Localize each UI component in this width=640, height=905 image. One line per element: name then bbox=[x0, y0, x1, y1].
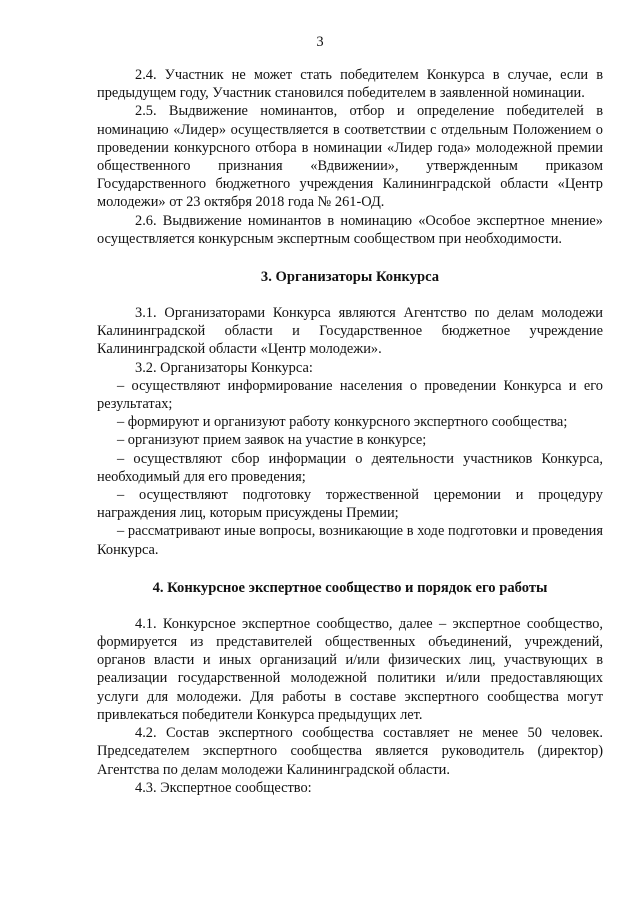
list-item: – рассматривают иные вопросы, возникающие в ходе подготовки и проведения Конкурса. bbox=[97, 523, 603, 558]
list-item: – осуществляют сбор информации о деятельности участников Конкурса, необходимый для его проведения; bbox=[97, 450, 603, 485]
paragraph-4-3: 4.3. Экспертное сообщество: bbox=[135, 779, 312, 796]
list-item: – формируют и организуют работу конкурсного экспертного сообщества; bbox=[117, 414, 568, 431]
list-item: – осуществляют информирование населения о проведении Конкурса и его результатах; bbox=[97, 377, 603, 413]
section-3-heading: 3. Организаторы Конкурса bbox=[260, 269, 440, 286]
paragraph-2-4: 2.4. Участник не может стать победителем Конкурса в случае, если в предыдущем году, Участник становился победителем в заявленной номинации. bbox=[97, 67, 603, 102]
list-item: – осуществляют подготовку торжественной церемонии и процедуру награждения лиц, которым присуждены Премии; bbox=[97, 487, 603, 522]
paragraph-2-6: 2.6. Выдвижение номинантов в номинацию «Особое экспертное мнение» осуществляется конкурсным экспертным сообществом при необходимости. bbox=[97, 212, 603, 247]
paragraph-2-5: 2.5. Выдвижение номинантов, отбор и определение победителей в номинацию «Лидер» осуществляется в соответствии с отдельным Положением о проведении конкурсного отбора в номинации «Лидер года» молодежной премии общественного признания «Вдвижении», утвержденным приказом Государственного бюджетного учреждения Калининградской области «Центр молодежи» от 23 октября 2018 года № 261-ОД. bbox=[97, 103, 603, 211]
paragraph-3-1: 3.1. Организаторами Конкурса являются Агентство по делам молодежи Калининградской области и Государственное бюджетное учреждение Калининградской области «Центр молодежи». bbox=[97, 305, 603, 358]
paragraph-4-2: 4.2. Состав экспертного сообщества составляет не менее 50 человек. Председателем экспертного сообщества является руководитель (директор) Агентства по делам молодежи Калининградской области. bbox=[97, 725, 603, 778]
document-body bbox=[97, 66, 603, 797]
paragraph-3-2: 3.2. Организаторы Конкурса: bbox=[135, 359, 313, 376]
page-number: 3 bbox=[316, 34, 324, 50]
section-4-heading: 4. Конкурсное экспертное сообщество и порядок его работы bbox=[152, 579, 548, 596]
paragraph-4-1: 4.1. Конкурсное экспертное сообщество, далее – экспертное сообщество, формируется из представителей общественных объединений, учреждений, органов власти и иных организаций и/или физических лиц, участвующих в реализации государственной молодежной политики и/или предоставляющих услуги для молодежи. Для работы в составе экспертного сообщества могут привлекаться победители Конкурса предыдущих лет. bbox=[97, 615, 603, 723]
list-item: – организуют прием заявок на участие в конкурсе; bbox=[117, 432, 427, 449]
